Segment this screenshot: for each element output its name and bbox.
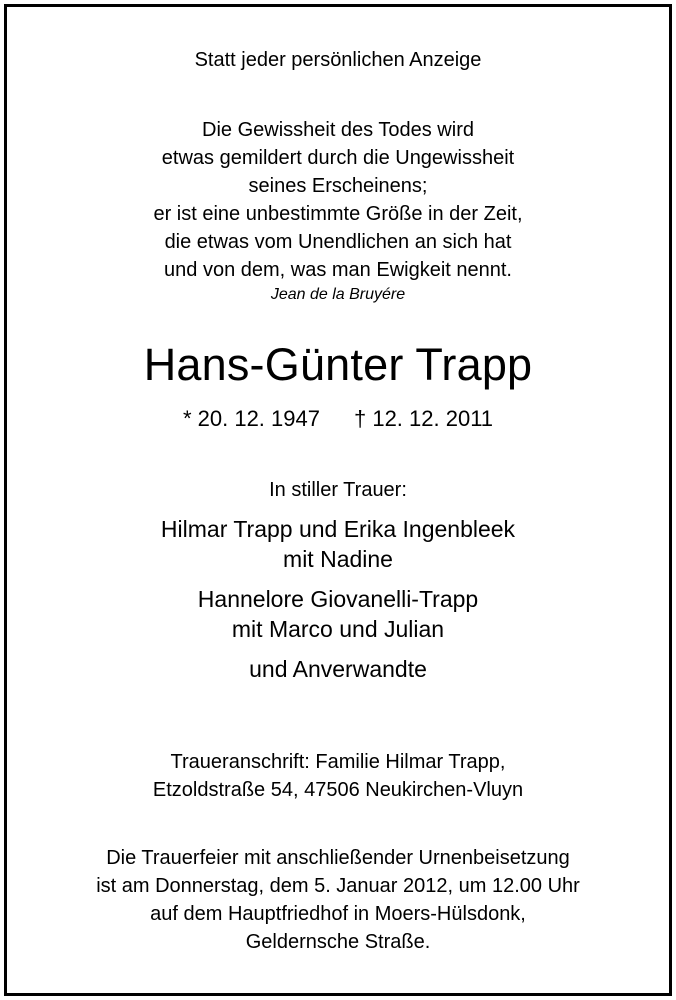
poem-line: seines Erscheinens;	[248, 175, 428, 197]
service-line: auf dem Hauptfriedhof in Moers-Hülsdonk,	[150, 903, 526, 925]
poem-line: die etwas vom Unendlichen an sich hat	[164, 231, 512, 253]
poem-author: Jean de la Bruyére	[270, 286, 406, 303]
mourner-line: mit Nadine	[283, 546, 393, 572]
service-line: Geldernsche Straße.	[245, 931, 431, 953]
poem-line: und von dem, was man Ewigkeit nennt.	[164, 259, 512, 281]
address-line: Etzoldstraße 54, 47506 Neukirchen-Vluyn	[152, 779, 524, 801]
poem-line: etwas gemildert durch die Ungewissheit	[161, 147, 515, 169]
deceased-name: Hans-Günter Trapp	[143, 339, 533, 390]
address-line: Traueranschrift: Familie Hilmar Trapp,	[170, 751, 506, 773]
mourners-heading: In stiller Trauer:	[269, 479, 407, 501]
mourner-line: mit Marco und Julian	[231, 616, 445, 642]
poem-line: er ist eine unbestimmte Größe in der Zeit,	[153, 203, 523, 225]
service-line: Die Trauerfeier mit anschließender Urnenbeisetzung	[106, 847, 570, 869]
birth-date: * 20. 12. 1947	[182, 406, 320, 431]
mourner-line: und Anverwandte	[249, 656, 427, 682]
service-line: ist am Donnerstag, dem 5. Januar 2012, um 12.00 Uhr	[96, 875, 580, 897]
poem-line: Die Gewissheit des Todes wird	[202, 119, 474, 141]
header-text: Statt jeder persönlichen Anzeige	[194, 49, 482, 71]
life-dates	[0, 408, 676, 430]
death-date: † 12. 12. 2011	[353, 406, 494, 431]
mourner-line: Hannelore Giovanelli-Trapp	[197, 586, 479, 612]
mourner-line: Hilmar Trapp und Erika Ingenbleek	[160, 516, 516, 542]
